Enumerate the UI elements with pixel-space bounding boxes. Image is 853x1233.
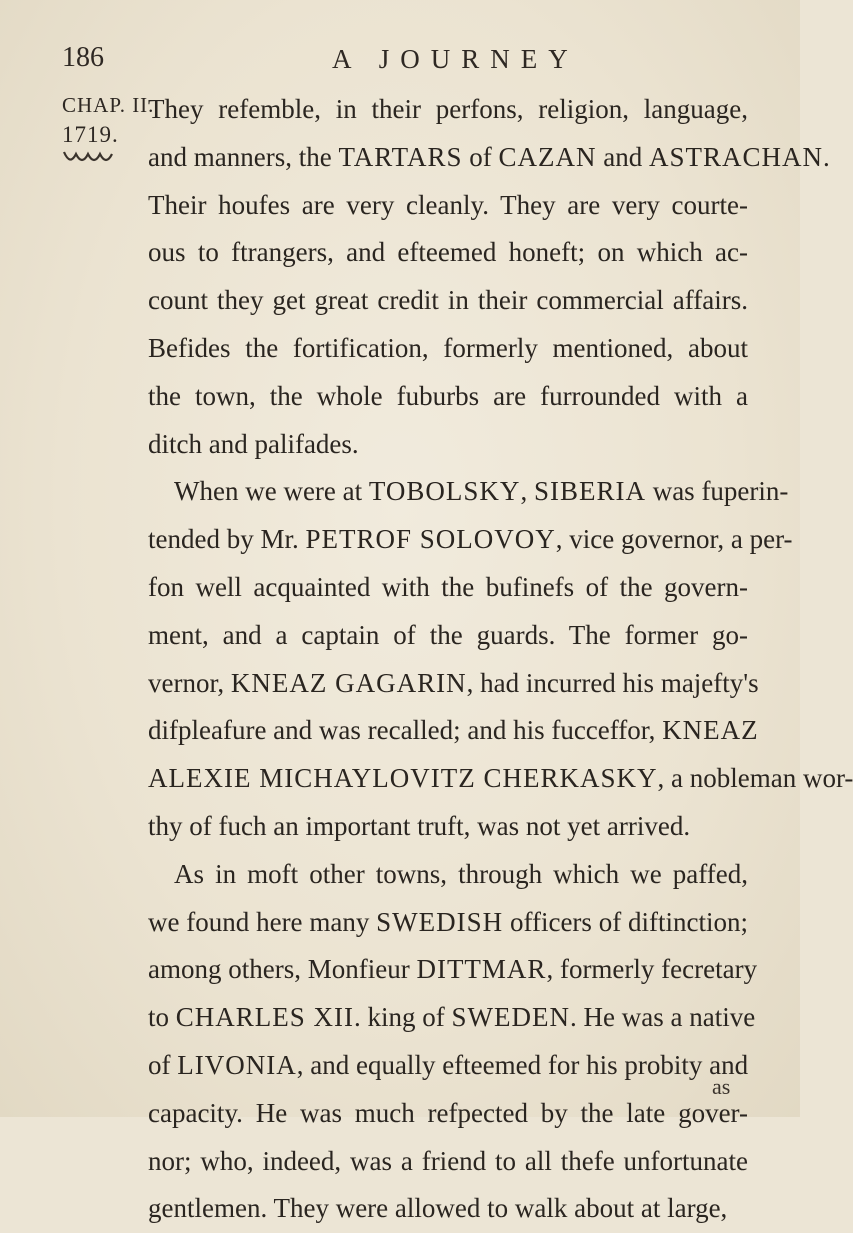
text-line — [148, 1042, 748, 1090]
text-run: difpleafure and was recalled; and his fucceffor, — [148, 715, 663, 746]
text-run: ment, and a captain of the guards. The former go- — [148, 619, 748, 650]
small-caps-name: SIBERIA — [533, 476, 646, 507]
small-caps-name: SWEDEN — [451, 1002, 570, 1033]
text-run: . — [823, 141, 830, 172]
text-run: tended by Mr. — [148, 524, 306, 555]
text-run: the town, the whole fuburbs are furrounded with a — [148, 380, 748, 411]
body-text — [148, 86, 853, 1233]
text-run: As in moft other towns, through which we paffed, — [174, 858, 748, 889]
small-caps-name: PETROF SOLOVOY — [305, 524, 556, 555]
text-run: vernor, — [148, 667, 231, 698]
text-run: thy of fuch an important truft, was not yet arrived. — [148, 810, 691, 841]
text-line — [148, 899, 748, 947]
small-caps-name: ALEXIE MICHAYLOVITZ CHERKASKY — [148, 763, 658, 794]
text-run: , vice governor, a per- — [555, 524, 793, 555]
text-run: When we were at — [174, 476, 369, 507]
text-line — [148, 612, 748, 660]
text-line — [148, 564, 748, 612]
text-run: of — [148, 1049, 178, 1080]
running-head: A JOURNEY — [332, 44, 579, 74]
small-caps-name: SWEDISH — [376, 906, 504, 937]
text-run: Befides the fortification, formerly mentioned, about — [148, 332, 748, 363]
text-run: , had incurred his majefty's — [466, 667, 759, 698]
text-run: , formerly fecretary — [546, 954, 758, 985]
text-run: was fuperin- — [645, 476, 789, 507]
small-caps-name: DITTMAR — [416, 954, 547, 985]
text-run: we found here many — [148, 906, 377, 937]
margin-chapter-note: CHAP. II. — [62, 93, 155, 117]
text-run: , a nobleman wor- — [657, 763, 853, 794]
text-line — [148, 229, 748, 277]
small-caps-name: TARTARS — [338, 141, 463, 172]
text-run: to — [148, 1002, 176, 1033]
text-line — [148, 373, 748, 421]
text-run: They refemble, in their perfons, religion, language, — [148, 94, 748, 124]
text-line — [148, 182, 748, 230]
margin-year-note: 1719. — [62, 122, 119, 147]
text-run: . king of — [354, 1002, 452, 1033]
text-run: and manners, the — [148, 141, 339, 172]
catchword: as — [712, 1074, 731, 1099]
text-run: , — [520, 476, 534, 507]
text-line — [148, 1138, 748, 1186]
small-caps-name: ASTRACHAN — [649, 141, 824, 172]
small-caps-name: CHARLES XII — [175, 1002, 355, 1033]
text-run: of — [462, 141, 499, 172]
text-run: ditch and palifades. — [148, 428, 359, 459]
text-line — [148, 803, 748, 851]
text-run: and — [596, 141, 649, 172]
text-line — [148, 134, 830, 182]
text-line — [148, 755, 853, 803]
text-run: capacity. He was much refpected by the late gover- — [148, 1097, 748, 1128]
page-number: 186 — [62, 42, 104, 73]
text-line — [148, 946, 758, 994]
text-run: , and equally efteemed for his probity and — [296, 1049, 749, 1080]
text-run: . He was a native — [570, 1002, 756, 1033]
text-line — [148, 851, 748, 899]
small-caps-name: TOBOLSKY — [368, 476, 521, 507]
small-caps-name: LIVONIA — [177, 1049, 297, 1080]
text-run: Their houfes are very cleanly. They are very courte- — [148, 189, 748, 220]
text-run: gentlemen. They were allowed to walk about at large, — [148, 1193, 728, 1224]
text-run: ous to ftrangers, and efteemed honeft; on which ac- — [148, 237, 748, 268]
text-line — [148, 707, 759, 755]
margin-ornament-icon — [62, 146, 132, 168]
text-line — [148, 994, 756, 1042]
text-run: fon well acquainted with the bufinefs of the govern- — [148, 571, 748, 602]
small-caps-name: KNEAZ — [662, 715, 759, 746]
page-header — [62, 42, 740, 82]
text-run: among others, Monfieur — [148, 954, 417, 985]
small-caps-name: KNEAZ GAGARIN — [230, 667, 467, 698]
text-line — [148, 86, 748, 134]
text-run: count they get great credit in their commercial affairs. — [148, 285, 748, 316]
text-line — [148, 468, 789, 516]
text-run: nor; who, indeed, was a friend to all thefe unfortunate — [148, 1145, 748, 1176]
text-line — [148, 325, 748, 373]
text-run: officers of diftinction; — [503, 906, 749, 937]
text-line — [148, 277, 748, 325]
text-line — [148, 516, 793, 564]
text-line — [148, 660, 759, 708]
text-line — [148, 1090, 748, 1138]
text-line — [148, 1185, 748, 1233]
text-line — [148, 421, 748, 469]
small-caps-name: CAZAN — [498, 141, 597, 172]
